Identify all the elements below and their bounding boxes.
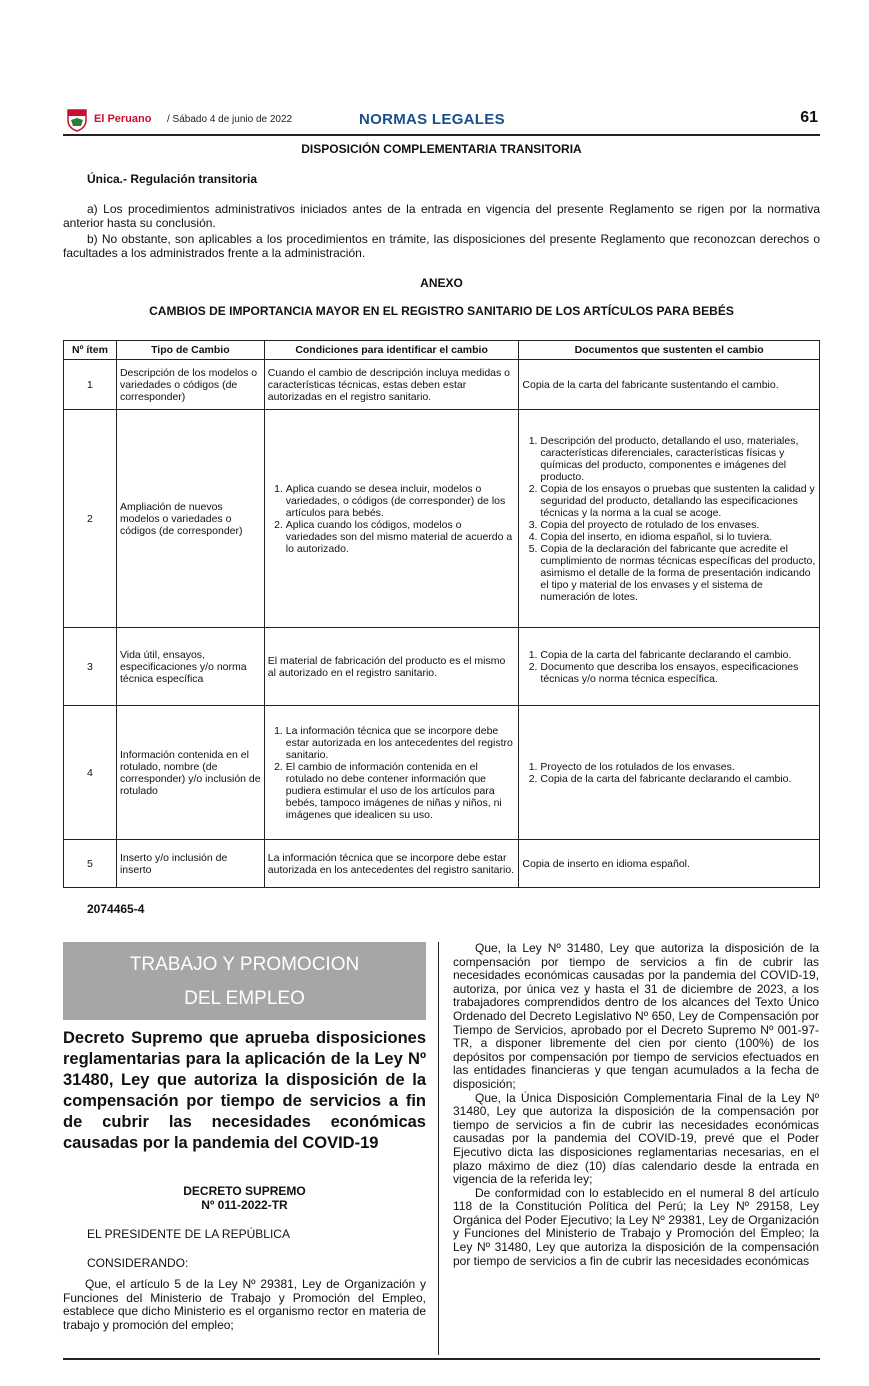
table-row (64, 840, 820, 888)
table-row (64, 360, 820, 410)
change-type: Inserto y/o inclusión de inserto (116, 840, 264, 888)
document-item: 2. Documento que describa los ensayos, especificaciones técnicas y/o norma técnica específica. (540, 661, 816, 685)
change-conditions (264, 410, 519, 628)
right-column-text (453, 942, 819, 1268)
item-number: 1 (64, 360, 117, 410)
disposition-paragraph-a: a) Los procedimientos administrativos iniciados antes de la entrada en vigencia del presente Reglamento se rigen por la normativa anterior hasta su conclusión. (63, 202, 820, 230)
change-condition: La información técnica que se incorpore debe estar autorizada en los antecedentes del registro sanitario. (264, 840, 519, 888)
document-item: 2. Copia de los ensayos o pruebas que sustenten la calidad y seguridad del producto, detallando las especificaciones técnicas y la norma a la cual se acoge. (540, 483, 816, 519)
condition-item: 1. Aplica cuando se desea incluir, modelos o variedades, o códigos (de corresponder) de los artículos para bebés. (286, 483, 516, 519)
decree-number: Nº 011-2022-TR (201, 1198, 288, 1212)
document-item: 1. Copia de la carta del fabricante declarando el cambio. (540, 649, 816, 661)
president-line: EL PRESIDENTE DE LA REPÚBLICA (87, 1227, 290, 1241)
document-item: 2. Copia de la carta del fabricante declarando el cambio. (540, 773, 816, 785)
table-row (64, 628, 820, 706)
paragraph: Que, la Ley Nº 31480, Ley que autoriza la disposición de la compensación por tiempo de servicios a fin de cubrir las necesidades económicas causadas por la pandemia del COVID-19, autoriza, por única vez y hasta el 31 de diciembre de 2023, a los trabajadores comprendidos dentro de los alcances del Texto Único Ordenado del Decreto Legislativo Nº 650, Ley de Compensación por Tiempo de Servicios, aprobado por el Decreto Supremo Nº 001-97-TR, a disponer libremente del cien por ciento (100%) de los depósitos por compensación por tiempo de servicios efectuados en las entidades financieras y que tengan acumulados a la fecha de disposición; (453, 941, 819, 1091)
disposition-heading: DISPOSICIÓN COMPLEMENTARIA TRANSITORIA (301, 142, 582, 156)
table-row (64, 410, 820, 628)
disposition-subheading: Única.- Regulación transitoria (87, 172, 258, 186)
change-type: Vida útil, ensayos, especificaciones y/o norma técnica específica (116, 628, 264, 706)
issue-date: / Sábado 4 de junio de 2022 (167, 114, 293, 125)
change-condition: El material de fabricación del producto es el mismo al autorizado en el registro sanitario. (264, 628, 519, 706)
document-item: 1. Descripción del producto, detallando el uso, materiales, características diferenciales, características físicas y químicas del producto, componentes e imágenes del producto. (540, 435, 816, 483)
document-item: 5. Copia de la declaración del fabricante que acredite el cumplimiento de normas técnicas específicas del producto, asimismo el detalle de la forma de presentación indicando el tipo y material de los envases y el sistema de numeración de lotes. (540, 543, 816, 603)
considerando-label: CONSIDERANDO: (87, 1256, 189, 1270)
bottom-rule (63, 1358, 820, 1360)
banner-line: TRABAJO Y PROMOCION (129, 954, 360, 975)
condition-item: 2. Aplica cuando los códigos, modelos o variedades son del mismo material de acuerdo a lo autorizado. (286, 519, 516, 555)
item-number: 3 (64, 628, 117, 706)
publication-code: 2074465-4 (87, 902, 145, 916)
table-header-row (64, 341, 820, 360)
support-document: Copia de inserto en idioma español. (519, 840, 820, 888)
column-header: Documentos que sustenten el cambio (519, 341, 820, 360)
support-documents (519, 628, 820, 706)
column-header: Tipo de Cambio (116, 341, 264, 360)
support-document: Copia de la carta del fabricante sustentando el cambio. (519, 360, 820, 410)
coat-of-arms-icon (65, 106, 89, 132)
change-type: Descripción de los modelos o variedades o códigos (de corresponder) (116, 360, 264, 410)
newspaper-name: El Peruano (94, 113, 152, 125)
document-item: 4. Copia del inserto, en idioma español, si lo tuviera. (540, 531, 816, 543)
decree-label: DECRETO SUPREMO (183, 1184, 306, 1198)
support-documents (519, 706, 820, 840)
annex-title: CAMBIOS DE IMPORTANCIA MAYOR EN EL REGISTRO SANITARIO DE LOS ARTÍCULOS PARA BEBÉS (149, 304, 734, 318)
document-item: 1. Proyecto de los rotulados de los envases. (540, 761, 816, 773)
paragraph: De conformidad con lo establecido en el numeral 8 del artículo 118 de la Constitución Política del Perú; la Ley Nº 29158, Ley Orgánica del Poder Ejecutivo; la Ley Nº 29381, Ley de Organización y Funciones del Ministerio de Trabajo y Promoción del Empleo; la Ley Nº 31480, Ley que autoriza la disposición de la compensación por tiempo de servicios a fin de cubrir las necesidades económicas (453, 1185, 819, 1268)
document-item: 3. Copia del proyecto de rotulado de los envases. (540, 519, 816, 531)
support-documents (519, 410, 820, 628)
column-header: Nº ítem (64, 341, 117, 360)
item-number: 4 (64, 706, 117, 840)
change-type: Ampliación de nuevos modelos o variedades o códigos (de corresponder) (116, 410, 264, 628)
change-condition: Cuando el cambio de descripción incluya medidas o características técnicas, estas deben estar autorizadas en el registro sanitario. (264, 360, 519, 410)
column-divider (438, 942, 439, 1355)
page-header (63, 104, 820, 136)
paragraph: Que, el artículo 5 de la Ley Nº 29381, Ley de Organización y Funciones del Ministerio de Trabajo y Promoción del Empleo, establece que dicho Ministerio es el organismo rector en materia de trabajo y promoción del empleo; (63, 1277, 426, 1332)
section-banner (63, 942, 426, 1020)
page-number: 61 (800, 109, 818, 126)
section-title: NORMAS LEGALES (359, 111, 505, 128)
item-number: 2 (64, 410, 117, 628)
paragraph: Que, la Única Disposición Complementaria Final de la Ley Nº 31480, Ley que autoriza la disposición de la compensación por tiempo de servicios a fin de cubrir las necesidades económicas causadas por la pandemia del COVID-19, prevé que el Poder Ejecutivo dicta las disposiciones reglamentarias necesarias, en el plazo máximo de diez (10) días calendario desde la entrada en vigencia de la referida ley; (453, 1090, 819, 1187)
change-conditions (264, 706, 519, 840)
left-column-text (63, 1278, 426, 1332)
annex-label: ANEXO (420, 276, 463, 290)
column-header: Condiciones para identificar el cambio (264, 341, 519, 360)
condition-item: 1. La información técnica que se incorpore debe estar autorizada en los antecedentes del registro sanitario. (286, 725, 516, 761)
change-type: Información contenida en el rotulado, nombre (de corresponder) y/o inclusión de rotulado (116, 706, 264, 840)
banner-line: DEL EMPLEO (184, 988, 305, 1009)
condition-item: 2. El cambio de información contenida en el rotulado no debe contener información que pudiera estimular el uso de los artículos para bebés, tampoco imágenes de niñas y niños, ni imágenes que idealicen su uso. (286, 761, 516, 821)
table-row (64, 706, 820, 840)
annex-table (63, 340, 820, 888)
disposition-paragraph-b: b) No obstante, son aplicables a los procedimientos en trámite, las disposiciones del presente Reglamento que reconozcan derechos o facultades a los administrados frente a la administración. (63, 232, 820, 260)
item-number: 5 (64, 840, 117, 888)
decree-title: Decreto Supremo que aprueba disposiciones reglamentarias para la aplicación de la Ley Nº 31480, Ley que autoriza la disposición de la compensación por tiempo de servicios a fin de cubrir las necesidades económicas causadas por la pandemia del COVID-19 (63, 1029, 426, 1152)
